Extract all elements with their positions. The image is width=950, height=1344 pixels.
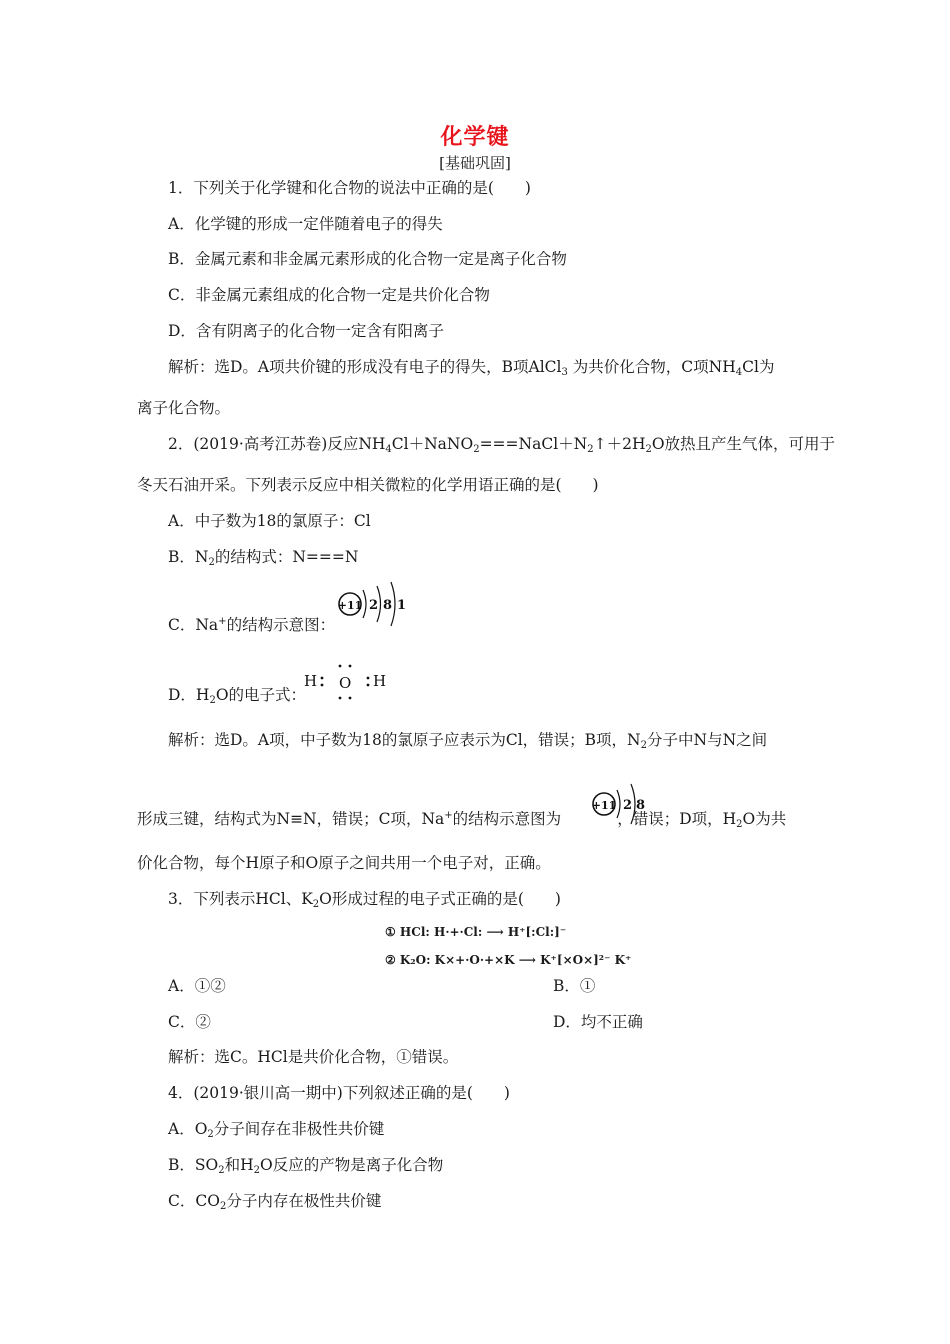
q2-option-a: A．中子数为18的氯原子：Cl bbox=[168, 512, 371, 530]
q1-option-d: D．含有阴离子的化合物一定含有阳离子 bbox=[168, 322, 444, 340]
q2-stem-cont: 冬天石油开采。下列表示反应中相关微粒的化学用语正确的是( ) bbox=[137, 476, 599, 494]
diagram-shell-2: 8 bbox=[383, 598, 393, 613]
q1-option-c: C．非金属元素组成的化合物一定是共价化合物 bbox=[168, 286, 490, 304]
page-title: 化学键 bbox=[440, 124, 510, 150]
q3-equation-1: ① HCl: H·+·Cl: ⟶ H⁺[:Cl:]⁻ bbox=[385, 925, 567, 939]
q4-option-b: B．$SO_2$和$H_2O$反应的产物是离子化合物 bbox=[168, 1156, 444, 1176]
q1-analysis-cont: 离子化合物。 bbox=[137, 399, 231, 417]
diagram-ans-shell-2: 8 bbox=[636, 798, 646, 813]
q3-equation-2: ② K₂O: K×+·O·+×K ⟶ K⁺[×O×]²⁻ K⁺ bbox=[385, 953, 632, 967]
lewis-o: O bbox=[339, 674, 352, 692]
q1-option-a: A．化学键的形成一定伴随着电子的得失 bbox=[168, 215, 443, 233]
diagram-ans-nucleus-label: +11 bbox=[591, 799, 617, 812]
sodium-ion-structure-diagram bbox=[336, 580, 408, 630]
q1-stem: 1．下列关于化学键和化合物的说法中正确的是( ) bbox=[168, 179, 531, 197]
q4-option-c: C．$CO_2$分子内存在极性共价键 bbox=[168, 1192, 382, 1212]
q3-option-a: A．①② bbox=[168, 977, 226, 995]
water-lewis-structure bbox=[300, 660, 392, 700]
sodium-ion-correct-diagram bbox=[590, 780, 648, 828]
q4-stem: 4．(2019·银川高一期中)下列叙述正确的是( ) bbox=[168, 1084, 510, 1102]
q1-option-b: B．金属元素和非金属元素形成的化合物一定是离子化合物 bbox=[168, 250, 567, 268]
q4-option-a: A．$O_2$分子间存在非极性共价键 bbox=[168, 1120, 385, 1140]
lewis-h-right: H bbox=[373, 672, 387, 690]
q3-stem: 3．下列表示HCl、$K_2O$形成过程的电子式正确的是( ) bbox=[168, 890, 561, 910]
section-subtitle: [基础巩固] bbox=[439, 154, 511, 172]
q3-option-d: D．均不正确 bbox=[553, 1013, 643, 1031]
q3-option-c: C．② bbox=[168, 1013, 211, 1031]
q2-option-d: D．$H_2O$的电子式： bbox=[168, 686, 307, 706]
q2-option-b: B．$N_2$的结构式：N===N bbox=[168, 548, 359, 568]
q2-analysis-cont: 形成三键，结构式为N≡N，错误；C项，Na+的结构示意图为 ，错误；D项，$H_2O$为共 bbox=[137, 810, 787, 830]
diagram-shell-3: 1 bbox=[397, 598, 407, 613]
diagram-ans-shell-1: 2 bbox=[623, 798, 633, 813]
diagram-nucleus-label: +11 bbox=[337, 599, 363, 612]
q1-analysis: 解析：选D。A项共价键的形成没有电子的得失，B项AlCl$_3$ 为共价化合物，C项$NH_4Cl$为 bbox=[168, 358, 775, 378]
q3-analysis: 解析：选C。HCl是共价化合物，①错误。 bbox=[168, 1048, 459, 1066]
q2-analysis: 解析：选D。A项，中子数为18的氯原子应表示为Cl，错误；B项，$N_2$分子中N与N之间 bbox=[168, 731, 768, 751]
q2-stem: 2．(2019·高考江苏卷)反应$NH_4Cl+NaNO_2===NaCl+N_2↑+2H_2O$放热且产生气体，可用于 bbox=[168, 435, 836, 455]
diagram-shell-1: 2 bbox=[369, 598, 379, 613]
lewis-h-left: H bbox=[304, 672, 318, 690]
q2-option-c: C．Na+的结构示意图： bbox=[168, 616, 336, 634]
q2-analysis-end: 价化合物，每个H原子和O原子之间共用一个电子对，正确。 bbox=[137, 854, 551, 872]
q3-option-b: B．① bbox=[553, 977, 596, 995]
